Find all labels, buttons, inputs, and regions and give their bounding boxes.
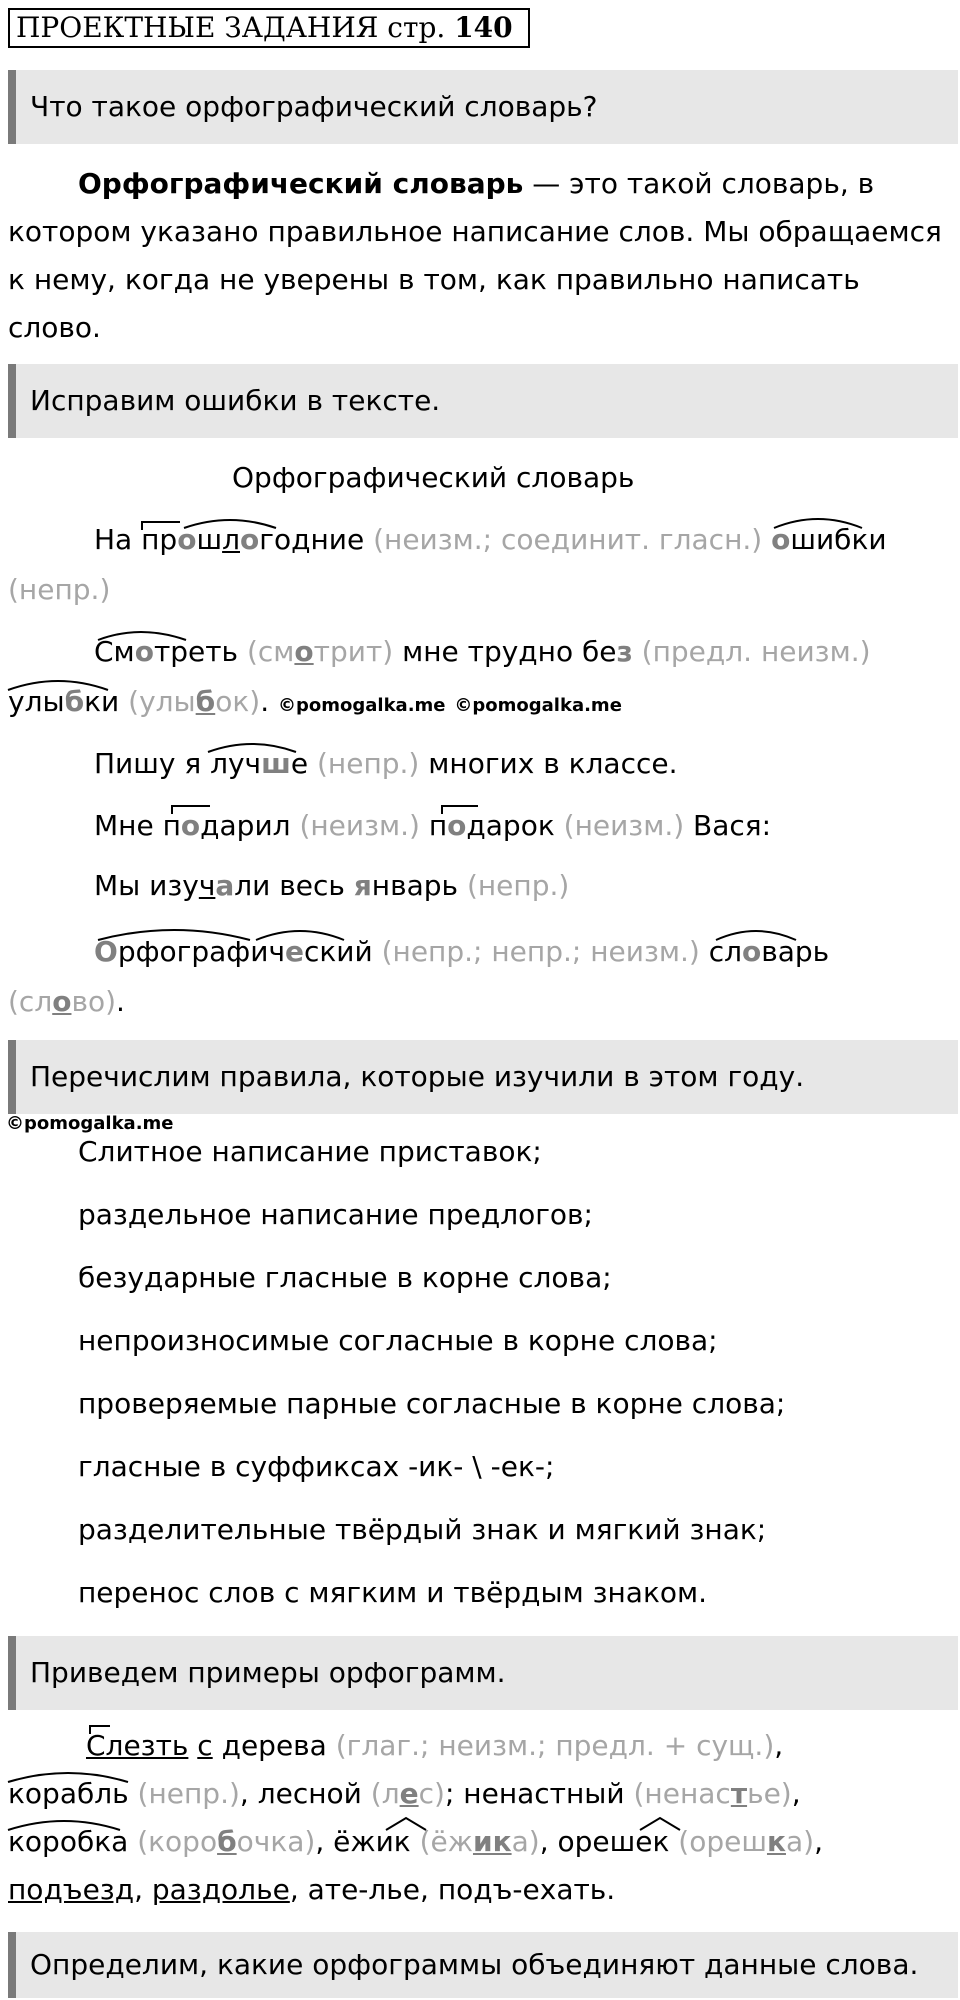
question-3: Перечислим правила, которые изучили в этом году. bbox=[8, 1040, 958, 1114]
rule-item: проверяемые парные согласные в корне слова; bbox=[78, 1387, 786, 1420]
example-line-7-note: (слово). bbox=[8, 985, 125, 1018]
answer-1-term: Орфографический словарь bbox=[78, 167, 524, 200]
rule-item: гласные в суффиксах -ик- \ -ек-; bbox=[78, 1450, 555, 1483]
question-1: Что такое орфографический словарь? bbox=[8, 70, 958, 144]
example-line-6: Мы изучали весь январь (непр.) bbox=[94, 869, 570, 902]
rule-item: безударные гласные в корне слова; bbox=[78, 1261, 612, 1294]
example-line-2: Смотреть (смотрит) мне трудно без (предл. неизм.) bbox=[94, 635, 871, 668]
page-number: 140 bbox=[454, 11, 513, 44]
question-5: Определим, какие орфограммы объединяют данные слова. bbox=[8, 1932, 958, 1998]
header-title: ПРОЕКТНЫЕ ЗАДАНИЯ стр. bbox=[16, 11, 446, 44]
rule-item: перенос слов с мягким и твёрдым знаком. bbox=[78, 1576, 708, 1609]
example-line-4: Пишу я лучше (непр.) многих в классе. bbox=[94, 747, 678, 780]
answer-1-text: — это такой словарь, в котором указано правильное написание слов. Мы обращаемся к нему, когда не уверены в том, как правильно написать слово. bbox=[8, 167, 942, 344]
example-line-5: Мне подарил (неизм.) подарок (неизм.) Вася: bbox=[94, 809, 772, 842]
answer-1 bbox=[8, 160, 948, 352]
example2-line-1: Слезть с дерева (глаг.; неизм.; предл. + сущ.), bbox=[86, 1729, 784, 1762]
example2-line-2: корабль (непр.), лесной (лес); ненастный (ненастье), bbox=[8, 1777, 801, 1810]
watermark: ©pomogalka.me bbox=[278, 695, 446, 716]
watermark: ©pomogalka.me bbox=[6, 1113, 174, 1134]
rule-item: разделительные твёрдый знак и мягкий знак; bbox=[78, 1513, 767, 1546]
watermark: ©pomogalka.me bbox=[454, 695, 622, 716]
example2-line-3: коробка (коробочка), ёжик (ёжика), орешек (орешка), bbox=[8, 1825, 823, 1858]
question-4: Приведем примеры орфограмм. bbox=[8, 1636, 958, 1710]
text-title: Орфографический словарь bbox=[232, 461, 635, 494]
example-line-3: улыбки (улыбок). ©pomogalka.me ©pomogalka.me bbox=[8, 685, 622, 718]
example-line-1: На прошлогодние (неизм.; соединит. гласн.) ошибки bbox=[94, 523, 887, 556]
rule-item: непроизносимые согласные в корне слова; bbox=[78, 1324, 718, 1357]
example2-line-4: подъезд, раздолье, ате-лье, подъ-ехать. bbox=[8, 1873, 616, 1906]
example-line-1-note: (непр.) bbox=[8, 573, 111, 606]
rule-item: раздельное написание предлогов; bbox=[78, 1198, 593, 1231]
example-line-7: Орфографический (непр.; непр.; неизм.) словарь bbox=[94, 935, 830, 968]
rule-item: Слитное написание приставок; bbox=[78, 1135, 542, 1168]
page-header bbox=[8, 8, 530, 48]
question-2: Исправим ошибки в тексте. bbox=[8, 364, 958, 438]
